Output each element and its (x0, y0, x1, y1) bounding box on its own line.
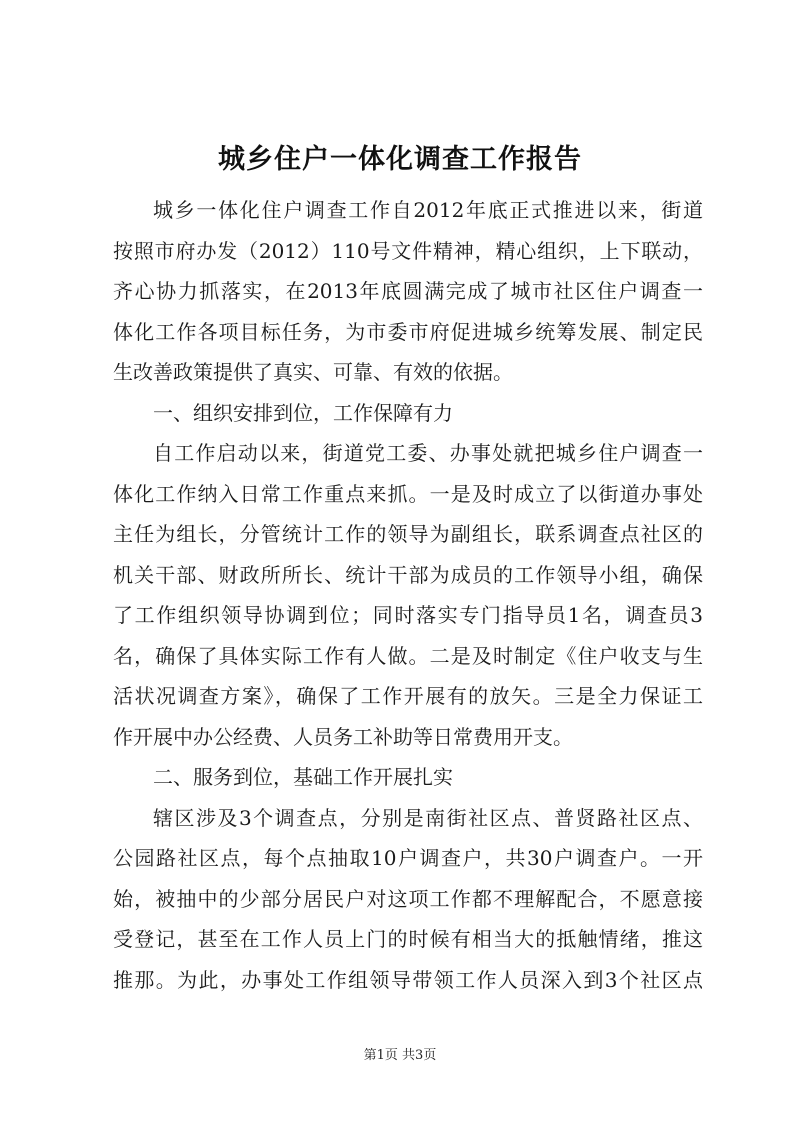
text-line: 机关干部、财政所所长、统计干部为成员的工作领导小组，确保 (113, 562, 703, 587)
text-line: 始，被抽中的少部分居民户对这项工作都不理解配合，不愿意接 (113, 886, 703, 911)
document-body (113, 190, 703, 1000)
text-line: 了工作组织领导协调到位；同时落实专门指导员1名，调查员3 (113, 603, 703, 627)
text-line: 公园路社区点，每个点抽取10户调查户，共30户调查户。一开 (113, 846, 703, 870)
text-line: 按照市府办发（2012）110号文件精神，精心组织，上下联动， (113, 238, 703, 263)
section-heading: 二、服务到位，基础工作开展扎实 (153, 765, 453, 789)
text-line: 体化工作各项目标任务，为市委市府促进城乡统筹发展、制定民 (113, 319, 703, 344)
text-line: 主任为组长，分管统计工作的领导为副组长，联系调查点社区的 (113, 522, 703, 546)
text-line: 活状况调查方案》，确保了工作开展有的放矢。三是全力保证工 (113, 684, 703, 708)
text-line: 受登记，甚至在工作人员上门的时候有相当大的抵触情绪，推这 (113, 927, 703, 951)
text-line: 名，确保了具体实际工作有人做。二是及时制定《住户收支与生 (113, 643, 703, 668)
section-heading: 一、组织安排到位，工作保障有力 (153, 400, 453, 425)
text-line: 自工作启动以来，街道党工委、办事处就把城乡住户调查一 (153, 441, 703, 465)
document-title: 城乡住户一体化调查工作报告 (218, 144, 582, 175)
text-line: 城乡一体化住户调查工作自2012年底正式推进以来，街道 (153, 198, 703, 222)
text-line: 作开展中办公经费、人员务工补助等日常费用开支。 (113, 724, 573, 749)
text-line: 生改善政策提供了真实、可靠、有效的依据。 (113, 360, 513, 384)
text-line: 体化工作纳入日常工作重点来抓。一是及时成立了以街道办事处 (113, 481, 703, 506)
page-footer: 第1页 共3页 (363, 1048, 437, 1063)
text-line: 辖区涉及3个调查点，分别是南街社区点、普贤路社区点、 (153, 805, 703, 830)
text-line: 推那。为此，办事处工作组领导带领工作人员深入到3个社区点 (113, 967, 703, 992)
text-line: 齐心协力抓落实，在2013年底圆满完成了城市社区住户调查一 (113, 279, 703, 303)
